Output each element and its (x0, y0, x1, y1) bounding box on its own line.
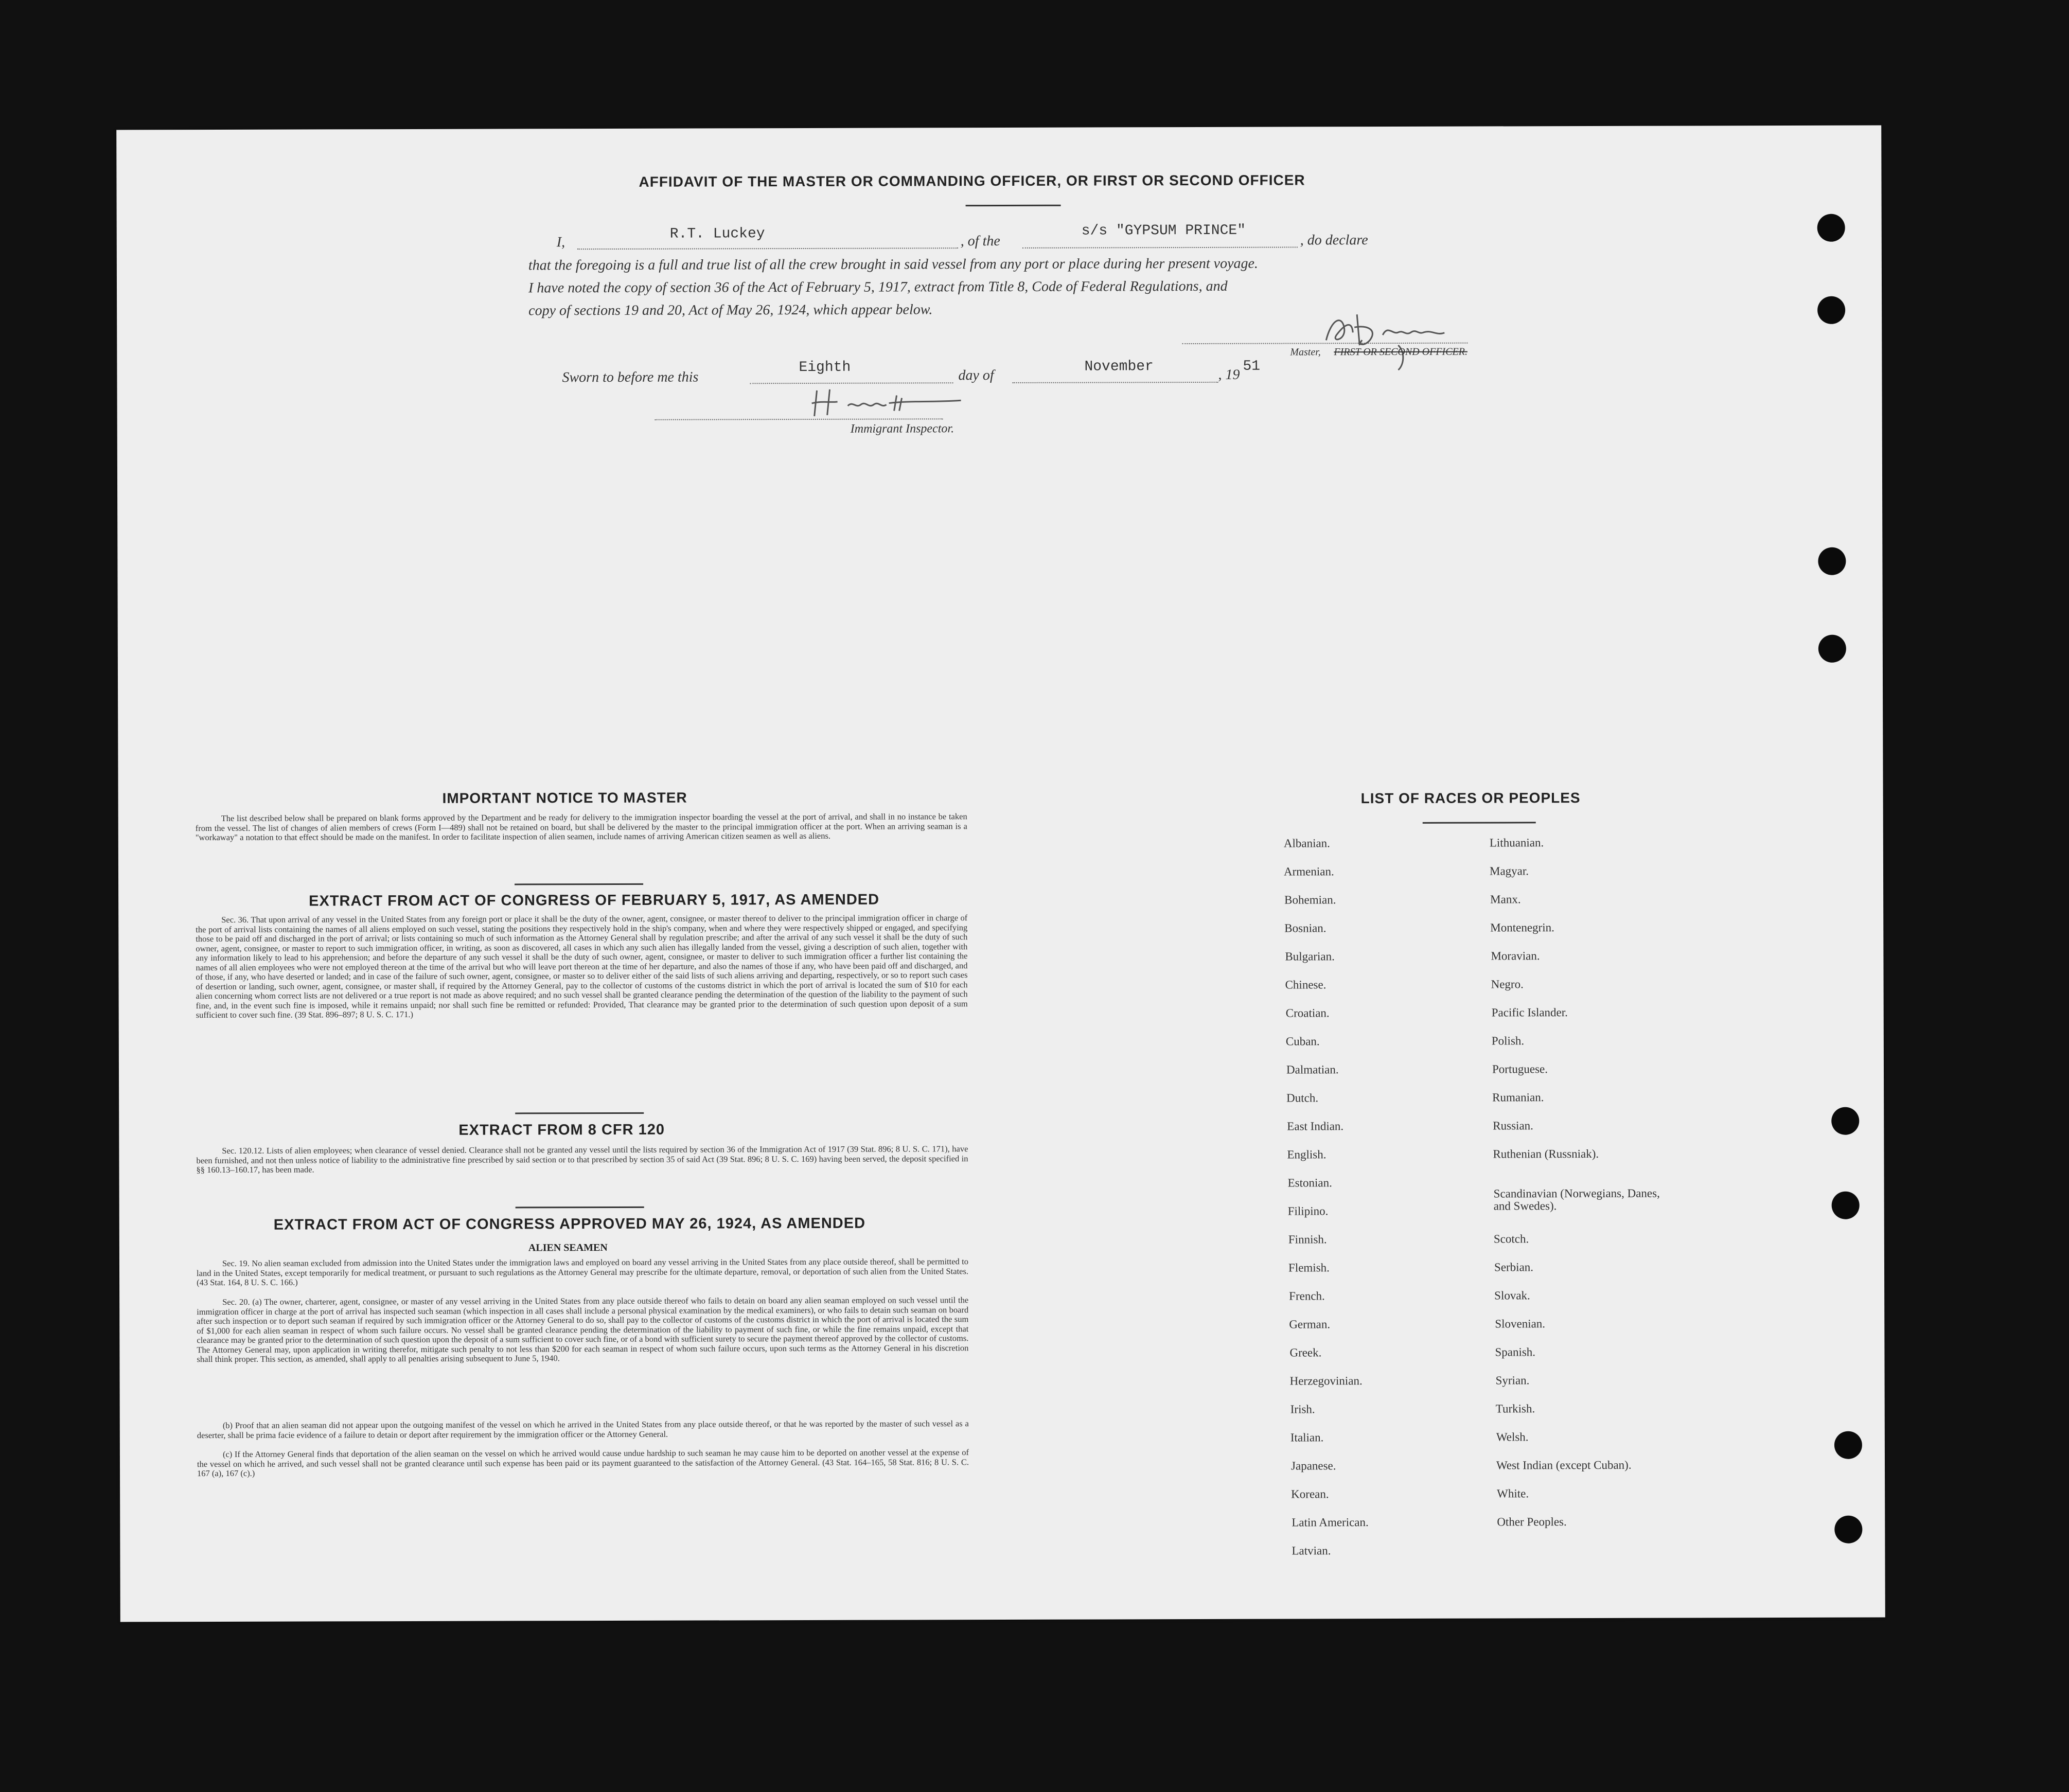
race-item: Negro. (1491, 978, 1524, 991)
race-item: Scotch. (1493, 1232, 1529, 1246)
race-item: Croatian. (1285, 1006, 1330, 1020)
race-item: Pacific Islander. (1491, 1006, 1568, 1019)
race-item: Herzegovinian. (1289, 1374, 1363, 1388)
sworn-label: Sworn to before me this (562, 369, 699, 386)
day-of-label: day of (958, 367, 994, 384)
vessel-name: s/s "GYPSUM PRINCE" (1081, 222, 1246, 239)
race-item: Scandinavian (Norwegians, Danes, and Swedes). (1493, 1186, 1660, 1213)
inspector-signature (807, 385, 971, 421)
declaration-line-2: that the foregoing is a full and true list of all the crew brought in said vessel from any port or place during her present voyage. (528, 255, 1258, 274)
section-rule (516, 1207, 644, 1209)
i-label: I, (556, 234, 565, 251)
binder-hole (1817, 296, 1845, 324)
race-item: Dutch. (1286, 1091, 1319, 1105)
race-item: Chinese. (1285, 978, 1327, 991)
race-item: Serbian. (1494, 1261, 1534, 1274)
notice-body: The list described below shall be prepared on blank forms approved by the Department and be ready for delivery to the immigration inspector boarding the vessel at the port of arrival, and shall in no instance be taken from the vessel. The list of changes of alien members of crews (Form I—489) shall not be retained on board, but shall be delivered by the master to the principal immigration officer at the port. When an arriving seaman is a "workaway" a notation to that effect should be made on the manifest. In order to facilitate inspection of alien seamen, include names of arriving American citizen seamen as well as aliens. (195, 811, 967, 843)
declaration-line-4: copy of sections 19 and 20, Act of May 26, 1924, which appear below. (528, 301, 933, 319)
race-item: Russian. (1493, 1119, 1533, 1132)
race-item: Slovak. (1494, 1289, 1530, 1302)
race-item: Magyar. (1489, 864, 1529, 878)
race-item: Manx. (1490, 893, 1521, 906)
title-rule (966, 205, 1061, 206)
year-prefix: , 19 (1218, 366, 1240, 383)
race-item: Latin American. (1292, 1516, 1369, 1529)
extract-1924-sec20a: Sec. 20. (a) The owner, charterer, agent, consignee, or master of any vessel arriving in the United States from any place outside thereof who fails to detain on board any alien seaman employed on such vessel until the immigration officer in charge at the port of arrival has inspected such seaman (which inspection in all cases shall include a personal physical examination by the medical examiners), or who fails to detain such seaman on board after such inspection or to deport such seaman if required by such immigration officer or the Attorney General to do so, shall pay to the collector of customs of the customs district in which the port of arrival is located the sum of $1,000 for each alien seaman in respect of whom such failure occurs. No vessel shall be granted clearance pending the determination of the liability to payment of such fine, or while the fine remains unpaid, except that clearance may be granted prior to the determination of such question upon the deposit of a sum sufficient to cover such fine, or of a bond with sufficient surety to secure the payment thereof approved by the collector of customs. The Attorney General may, upon application in writing therefor, mitigate such penalty to not less than $200 for each seaman in respect of whom such failure occurs, upon such terms as the Attorney General in his discretion shall think proper. This section, as amended, shall apply to all penalties arising subsequent to June 5, 1940. (197, 1295, 969, 1364)
master-caption: Master, (1290, 346, 1321, 358)
master-caption-struck: FIRST OR SECOND OFFICER. (1334, 346, 1467, 358)
race-item: Montenegrin. (1490, 921, 1554, 934)
do-declare-label: , do declare (1300, 232, 1368, 249)
race-item: Syrian. (1495, 1374, 1530, 1387)
race-item: Moravian. (1491, 949, 1540, 963)
notice-title: IMPORTANT NOTICE TO MASTER (442, 789, 687, 806)
extract-1924-title: EXTRACT FROM ACT OF CONGRESS APPROVED MAY 26, 1924, AS AMENDED (273, 1215, 866, 1233)
race-item: Slovenian. (1495, 1317, 1546, 1330)
race-item: Welsh. (1496, 1430, 1529, 1444)
race-item: East Indian. (1287, 1120, 1344, 1133)
extract-cfr-body: Sec. 120.12. Lists of alien employees; when clearance of vessel denied. Clearance shall not be granted any vessel until the lists required by section 36 of the Immigration Act of 1917 (39 Stat. 896; 8 U. S. C. 171), have been furnished, and not then unless notice of liability to the administrative fine prescribed by said section or to that prescribed by section 35 of said Act (39 Stat. 896; 8 U. S. C. 169) having been served, the deposit specified in §§ 160.13–160.17, has been made. (196, 1144, 968, 1175)
race-item: Turkish. (1495, 1402, 1535, 1415)
binder-hole (1831, 1107, 1859, 1135)
race-item: French. (1289, 1289, 1325, 1303)
name-line (577, 247, 958, 250)
race-item: Bohemian. (1284, 893, 1336, 907)
race-item: White. (1497, 1487, 1529, 1500)
extract-1924-sec20c: (c) If the Attorney General finds that deportation of the alien seaman on the vessel on which he arrived would cause undue hardship to such seaman he may cause him to be deported on another vessel at the expense of the vessel on which he arrived, and such vessel shall not be granted clearance until such expense has been paid or its payment guaranteed to the satisfaction of the Attorney General. (43 Stat. 164–165, 58 Stat. 816; 8 U. S. C. 167 (a), 167 (c).) (197, 1447, 969, 1479)
race-item: Flemish. (1288, 1261, 1330, 1274)
race-item: Other Peoples. (1497, 1515, 1567, 1529)
races-rule (1423, 822, 1536, 824)
race-item: Japanese. (1290, 1459, 1336, 1472)
race-item: Greek. (1289, 1346, 1322, 1359)
month-line (1012, 382, 1218, 383)
race-item: Portuguese. (1492, 1062, 1548, 1076)
extract-1924-sec19: Sec. 19. No alien seaman excluded from admission into the United States under the immigration laws and employed on board any vessel arriving in the United States from any place outside thereof, shall be permitted to land in the United States, except temporarily for medical treatment, or pursuant to such regulations as the Attorney General may prescribe for the ultimate departure, removal, or deportation of such alien from the United States. (43 Stat. 164, 8 U. S. C. 166.) (197, 1256, 969, 1288)
extract-cfr-title: EXTRACT FROM 8 CFR 120 (458, 1121, 665, 1139)
sworn-year: 51 (1243, 358, 1261, 375)
race-item: English. (1287, 1148, 1327, 1161)
race-item: Polish. (1491, 1034, 1525, 1048)
binder-hole (1817, 214, 1845, 242)
race-item: Albanian. (1283, 837, 1330, 850)
binder-hole (1832, 1192, 1860, 1219)
document-page (116, 126, 1885, 1622)
race-item: Rumanian. (1492, 1091, 1544, 1104)
master-name: R.T. Luckey (669, 226, 765, 242)
race-item: West Indian (except Cuban). (1496, 1458, 1632, 1472)
sworn-day: Eighth (799, 359, 851, 376)
binder-hole (1818, 635, 1846, 663)
section-rule (515, 883, 643, 885)
race-item: Finnish. (1288, 1233, 1327, 1246)
race-item: Korean. (1291, 1487, 1329, 1501)
race-item: Bulgarian. (1285, 950, 1335, 963)
race-item: Filipino. (1287, 1204, 1329, 1218)
race-item: Bosnian. (1284, 921, 1327, 935)
race-item: Ruthenian (Russniak). (1493, 1147, 1599, 1161)
race-item: Italian. (1290, 1431, 1324, 1444)
affidavit-title: AFFIDAVIT OF THE MASTER OR COMMANDING OFFICER, OR FIRST OR SECOND OFFICER (639, 172, 1305, 190)
binder-hole (1818, 547, 1846, 575)
inspector-caption: Immigrant Inspector. (850, 422, 954, 436)
race-item: Cuban. (1285, 1035, 1320, 1048)
extract-1924-sec20b: (b) Proof that an alien seaman did not appear upon the outgoing manifest of the vessel on which he arrived in the United States from any place outside thereof, or that he was reported by the master of such vessel as a deserter, shall be prima facie evidence of a failure to detain or deport after requirement by the immigration officer or the Attorney General. (197, 1418, 969, 1440)
sworn-month: November (1084, 359, 1154, 375)
extract-1924-subtitle: ALIEN SEAMEN (528, 1242, 608, 1254)
binder-hole (1834, 1431, 1862, 1459)
race-item: Armenian. (1283, 865, 1334, 878)
race-item: Estonian. (1287, 1176, 1332, 1190)
day-line (750, 382, 953, 384)
of-the-label: , of the (960, 233, 1000, 250)
race-item: Spanish. (1495, 1345, 1536, 1359)
master-signature (1321, 304, 1486, 371)
races-title: LIST OF RACES OR PEOPLES (1360, 790, 1581, 807)
binder-hole (1834, 1516, 1862, 1543)
vessel-line (1022, 246, 1298, 248)
race-item: Dalmatian. (1286, 1063, 1339, 1076)
race-item: Irish. (1290, 1403, 1315, 1416)
race-item: German. (1289, 1318, 1331, 1331)
race-item: Lithuanian. (1489, 836, 1544, 849)
declaration-line-3: I have noted the copy of section 36 of the Act of February 5, 1917, extract from Title 8, Code of Federal Regulations, and (528, 278, 1228, 296)
race-item: Latvian. (1292, 1544, 1331, 1557)
extract-1917-title: EXTRACT FROM ACT OF CONGRESS OF FEBRUARY 5, 1917, AS AMENDED (309, 891, 880, 910)
extract-1917-body: Sec. 36. That upon arrival of any vessel in the United States from any foreign port or place it shall be the duty of the owner, agent, consignee, or master thereof to deliver to the principal immigration officer in charge of the port of arrival lists containing the names of all aliens employed on such vessel, stating the positions they respectively hold in the ship's company, when and where they were respectively shipped or engaged, and specifying those to be paid off and discharged in the port of arrival; or lists containing so much of such information as the Attorney General shall by regulation prescribe; and after the arrival of any such vessel it shall be the duty of such owner, agent, consignee, or master to report to such immigration officer, in writing, as soon as discovered, all cases in which any such alien has illegally landed from the vessel, giving a description of such alien, together with any information likely to lead to his apprehension; and before the departure of any such vessel it shall be the duty of such owner, agent, consignee, or master to deliver to such immigration officer a further list containing the names of all alien employees who were not employed thereon at the time of the arrival but who will leave port thereon at the time of her departure, and also the names of those if any, who have been paid off and discharged, and of those, if any, who have deserted or landed; and in case of the failure of such owner, agent, consignee, or master so to deliver either of the said lists of such aliens arriving and departing, respectively, or so to report such cases of desertion or landing, such owner, agent, consignee, or master shall, if required by the Attorney General, pay to the collector of customs of the customs district in which the port of arrival is located the sum of $10 for each alien concerning whom correct lists are not delivered or a true report is not made as above required; and no such vessel shall be granted clearance pending the determination of the question of the liability to the payment of such fine, and, in the event such fine is imposed, while it remains unpaid; nor shall such fine be remitted or refunded: Provided, That clearance may be granted prior to the determination of such question upon deposit of a sum sufficient to cover such fine. (39 Stat. 896–897; 8 U. S. C. 171.) (196, 913, 968, 1020)
section-rule (515, 1112, 644, 1114)
